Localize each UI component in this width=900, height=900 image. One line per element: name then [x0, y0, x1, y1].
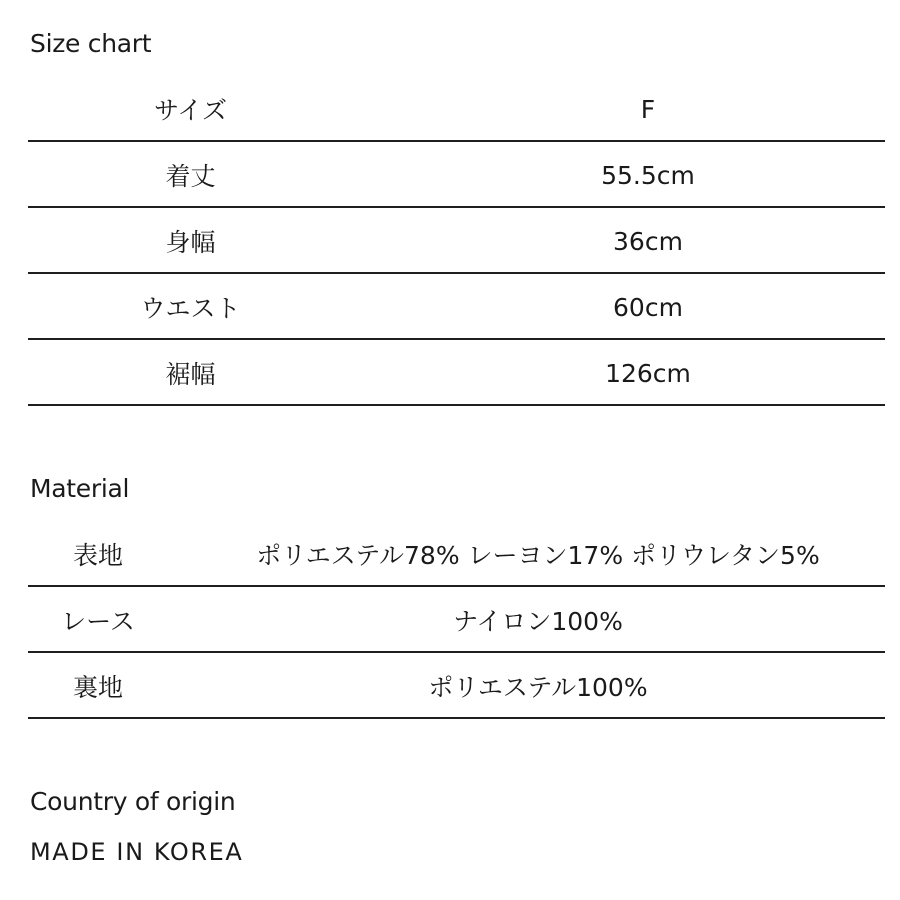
material-row-lace	[28, 587, 885, 653]
material-row-lining	[28, 653, 885, 719]
country-of-origin-value: MADE IN KOREA	[30, 838, 244, 866]
size-chart-heading: Size chart	[30, 29, 152, 58]
size-row-length	[28, 142, 885, 208]
material-row-label: 表地	[72, 541, 123, 570]
size-row-value: F	[640, 94, 656, 124]
material-row-label: 裏地	[72, 673, 123, 702]
material-table	[28, 521, 885, 719]
size-row-label: 着丈	[165, 162, 216, 191]
size-row-waist	[28, 274, 885, 340]
material-row-value: ポリエステル100%	[428, 673, 648, 702]
size-chart-table	[28, 76, 885, 406]
size-row-label: 裾幅	[165, 360, 216, 389]
material-row-value: ポリエステル78% レーヨン17% ポリウレタン5%	[256, 541, 820, 570]
country-of-origin-heading: Country of origin	[30, 787, 236, 816]
size-row-value: 126cm	[605, 358, 691, 388]
size-row-hem	[28, 340, 885, 406]
material-row-label: レース	[61, 607, 135, 636]
size-row-size	[28, 76, 885, 142]
size-row-value: 55.5cm	[601, 160, 695, 190]
size-row-label: 身幅	[165, 228, 216, 257]
material-row-value: ナイロン100%	[453, 607, 623, 636]
size-row-width	[28, 208, 885, 274]
size-row-value: 36cm	[613, 226, 683, 256]
size-row-value: 60cm	[613, 292, 683, 322]
material-heading: Material	[30, 474, 130, 503]
material-row-outer	[28, 521, 885, 587]
size-row-label: ウエスト	[140, 294, 241, 323]
size-row-label: サイズ	[153, 96, 227, 125]
